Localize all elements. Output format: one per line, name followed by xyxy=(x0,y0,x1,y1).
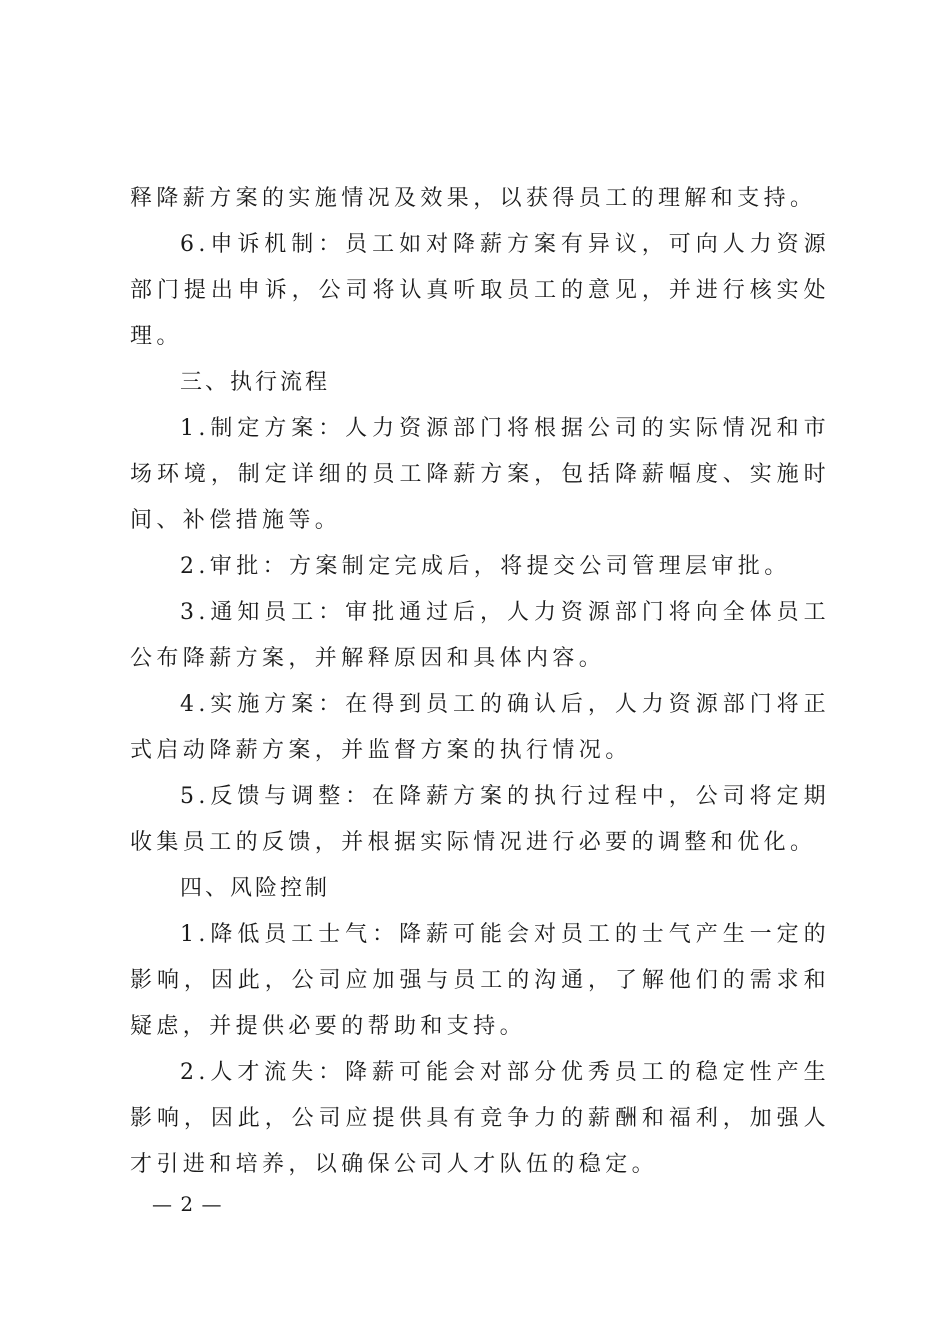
paragraph-approval: 2.审批：方案制定完成后，将提交公司管理层审批。 xyxy=(180,554,791,579)
paragraph-feedback-adjust: 5.反馈与调整：在降薪方案的执行过程中，公司将定期收集员工的反馈，并根据实际情况进行必要的调整和优化。 xyxy=(130,784,830,855)
paragraph-continuation: 释降薪方案的实施情况及效果，以获得员工的理解和支持。 xyxy=(130,186,817,211)
paragraph-notify-employees: 3.通知员工：审批通过后，人力资源部门将向全体员工公布降薪方案，并解释原因和具体内容。 xyxy=(130,600,830,671)
document-body xyxy=(130,176,830,1188)
paragraph-formulate-plan: 1.制定方案：人力资源部门将根据公司的实际情况和市场环境，制定详细的员工降薪方案，包括降薪幅度、实施时间、补偿措施等。 xyxy=(130,416,830,533)
paragraph-talent-loss: 2.人才流失：降薪可能会对部分优秀员工的稳定性产生影响，因此，公司应提供具有竞争力的薪酬和福利，加强人才引进和培养，以确保公司人才队伍的稳定。 xyxy=(130,1060,830,1177)
page-number: — 2 — xyxy=(152,1192,223,1216)
paragraph-appeal-mechanism: 6.申诉机制：员工如对降薪方案有异议，可向人力资源部门提出申诉，公司将认真听取员工的意见，并进行核实处理。 xyxy=(130,232,830,349)
paragraph-implement-plan: 4.实施方案：在得到员工的确认后，人力资源部门将正式启动降薪方案，并监督方案的执行情况。 xyxy=(130,692,830,763)
section-heading-execution-process: 三、执行流程 xyxy=(180,370,331,395)
paragraph-morale-risk: 1.降低员工士气：降薪可能会对员工的士气产生一定的影响，因此，公司应加强与员工的沟通，了解他们的需求和疑虑，并提供必要的帮助和支持。 xyxy=(130,922,830,1039)
section-heading-risk-control: 四、风险控制 xyxy=(180,876,331,901)
